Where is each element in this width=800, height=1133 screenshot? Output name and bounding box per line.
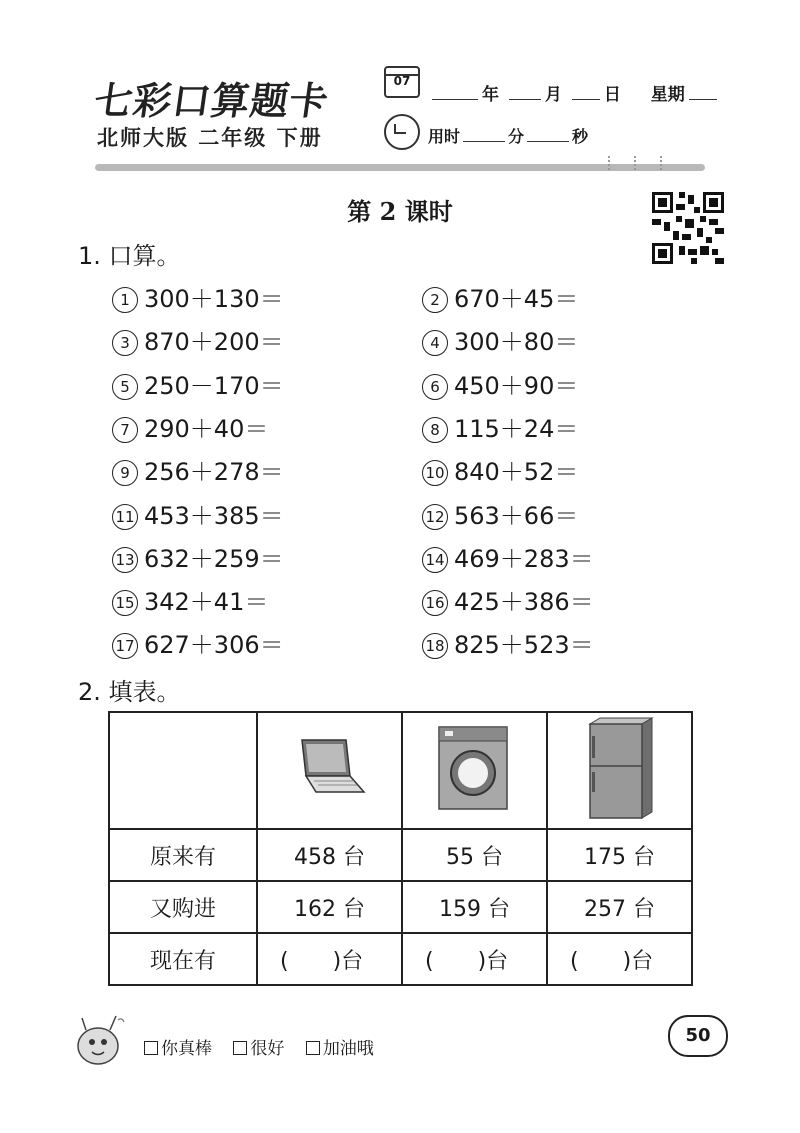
problem-expression: 870＋200＝ [144, 328, 284, 357]
problem-item [112, 452, 284, 487]
table-cell: 257 台 [547, 881, 692, 933]
problem-number: 18 [422, 633, 448, 659]
answer-cell[interactable]: ( )台 [547, 933, 692, 985]
table-row [109, 933, 692, 985]
problem-expression: 290＋40＝ [144, 414, 269, 443]
problem-number: 7 [112, 417, 138, 443]
problem-number: 8 [422, 417, 448, 443]
clock-icon [384, 114, 420, 150]
self-rating [144, 1034, 390, 1059]
problem-item [422, 582, 594, 617]
problem-expression: 453＋385＝ [144, 501, 284, 530]
table-cell: 458 台 [257, 829, 402, 881]
problem-expression: 300＋80＝ [454, 328, 579, 357]
problem-item [422, 279, 578, 314]
calendar-icon: 07 [384, 66, 420, 98]
checkbox-icon[interactable] [233, 1041, 247, 1055]
row-label: 原来有 [109, 829, 257, 881]
divider-dots-icon [608, 156, 616, 170]
checkbox-icon[interactable] [144, 1041, 158, 1055]
problem-expression: 256＋278＝ [144, 458, 284, 487]
answer-cell[interactable]: ( )台 [257, 933, 402, 985]
table-cell: 175 台 [547, 829, 692, 881]
problem-number: 6 [422, 374, 448, 400]
problem-item [112, 582, 268, 617]
page-number: 50 [668, 1015, 728, 1057]
table-cell: 159 台 [402, 881, 547, 933]
lesson-title: 第 2 课时 [347, 197, 453, 226]
problem-number: 17 [112, 633, 138, 659]
problem-expression: 627＋306＝ [144, 631, 284, 660]
problem-number: 11 [112, 504, 138, 530]
problem-item [112, 539, 284, 574]
problem-item [422, 452, 578, 487]
problem-item [422, 625, 594, 660]
table-header-row [109, 712, 692, 829]
problem-item [112, 322, 284, 357]
problem-item [422, 366, 578, 401]
problem-item [112, 496, 284, 531]
problem-expression: 840＋52＝ [454, 458, 579, 487]
rating-option[interactable]: 很好 [233, 1039, 284, 1059]
table-corner-cell [109, 712, 257, 829]
problem-item [422, 409, 578, 444]
brand-logo: 七彩口算题卡 [91, 78, 332, 123]
table-cell: 55 台 [402, 829, 547, 881]
problem-number: 13 [112, 547, 138, 573]
laptop-icon [294, 736, 366, 800]
problem-item [112, 625, 284, 660]
time-line: 用时 分 秒 [428, 127, 589, 146]
problem-item [112, 409, 268, 444]
row-label: 现在有 [109, 933, 257, 985]
table-header-cell [402, 712, 547, 829]
problem-item [112, 279, 284, 314]
problem-number: 16 [422, 590, 448, 616]
problem-expression: 670＋45＝ [454, 285, 579, 313]
section-2-title: 2. 填表。 [78, 678, 181, 706]
problem-expression: 425＋386＝ [454, 588, 594, 617]
problem-expression: 342＋41＝ [144, 588, 269, 617]
problem-number: 4 [422, 330, 448, 356]
rating-option[interactable]: 加油哦 [306, 1039, 374, 1059]
problem-expression: 825＋523＝ [454, 631, 594, 660]
problem-number: 14 [422, 547, 448, 573]
problem-item [112, 366, 284, 401]
table-row [109, 829, 692, 881]
checkbox-icon[interactable] [306, 1041, 320, 1055]
problem-number: 5 [112, 374, 138, 400]
problem-number: 15 [112, 590, 138, 616]
problem-item [422, 539, 594, 574]
problem-expression: 115＋24＝ [454, 414, 579, 443]
answer-cell[interactable]: ( )台 [402, 933, 547, 985]
qr-code-icon [652, 192, 724, 264]
problem-expression: 632＋259＝ [144, 544, 284, 573]
rating-option[interactable]: 你真棒 [144, 1039, 212, 1059]
problem-expression: 450＋90＝ [454, 371, 579, 400]
problem-number: 1 [112, 287, 138, 313]
divider-dots-icon [660, 156, 668, 170]
problem-item [422, 496, 578, 531]
table-row [109, 881, 692, 933]
refrigerator-icon [584, 716, 656, 820]
row-label: 又购进 [109, 881, 257, 933]
fill-table [108, 711, 693, 986]
problem-expression: 250－170＝ [144, 371, 284, 400]
problem-number: 10 [422, 460, 448, 486]
table-cell: 162 台 [257, 881, 402, 933]
washing-machine-icon [435, 723, 515, 813]
problem-expression: 469＋283＝ [454, 544, 594, 573]
date-line: 年 月 日 星期 [428, 80, 721, 105]
problem-number: 2 [422, 287, 448, 313]
mascot-icon [70, 1010, 130, 1070]
table-header-cell [257, 712, 402, 829]
problem-number: 9 [112, 460, 138, 486]
problem-item [422, 322, 578, 357]
divider-dots-icon [634, 156, 642, 170]
problem-expression: 563＋66＝ [454, 501, 579, 530]
problem-expression: 300＋130＝ [144, 285, 284, 313]
problem-number: 12 [422, 504, 448, 530]
edition-label: 北师大版 二年级 下册 [97, 126, 323, 150]
table-header-cell [547, 712, 692, 829]
problem-number: 3 [112, 330, 138, 356]
section-1-title: 1. 口算。 [78, 242, 181, 270]
